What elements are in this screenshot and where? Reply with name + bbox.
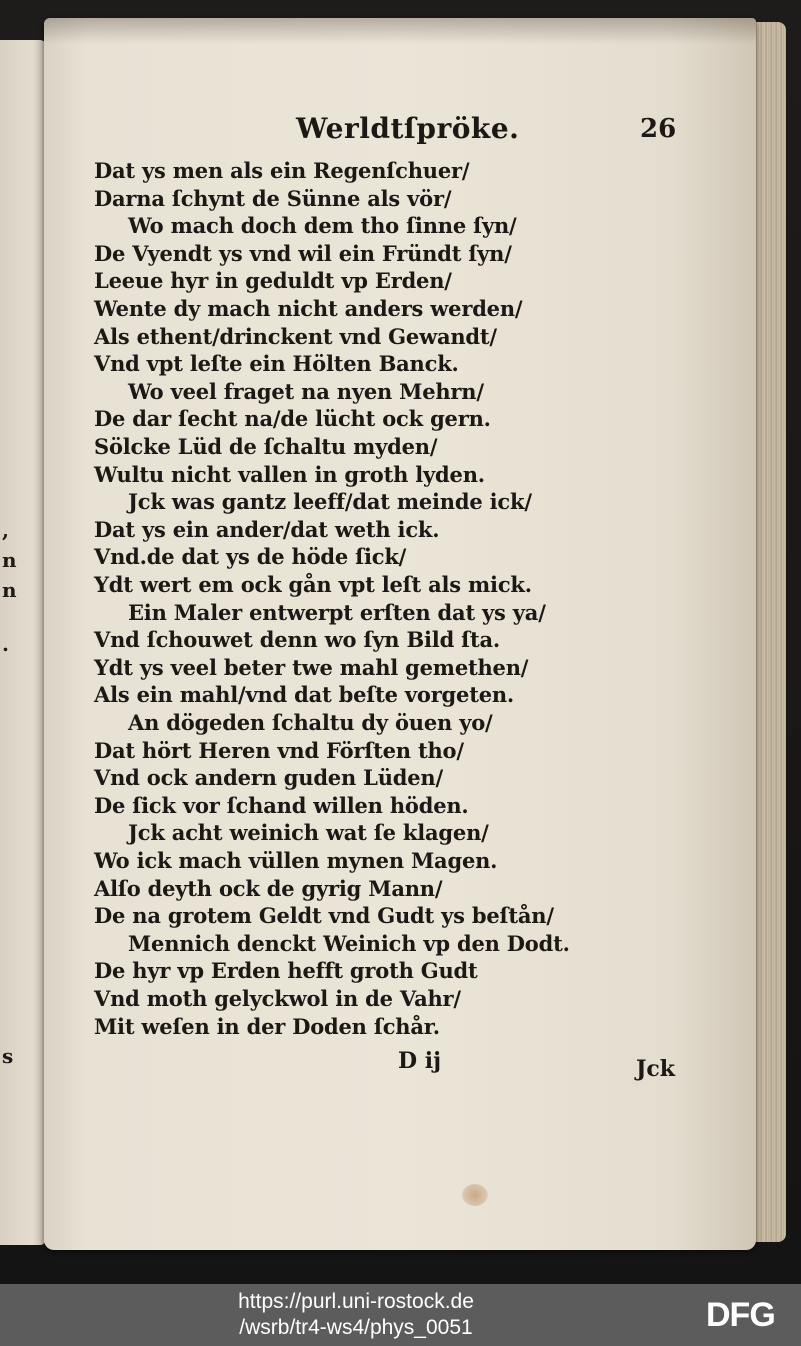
text-line: Wo ick mach vüllen mynen Magen. xyxy=(94,848,498,873)
text-line: Vnd vpt leſte ein Hölten Banck. xyxy=(94,351,459,377)
previous-page-glyph: s xyxy=(2,1044,14,1068)
text-line: Als ethent/drinckent vnd Gewandt/ xyxy=(94,323,497,349)
text-line: Als ein mahl/vnd dat beſte vorgeten. xyxy=(94,682,515,708)
text-line: Dat hört Heren vnd Förſten tho/ xyxy=(94,737,464,763)
dfg-logo: DFG xyxy=(706,1296,775,1334)
catchword: Jck xyxy=(636,1056,676,1082)
text-line: Sölcke Lüd de ſchaltu myden/ xyxy=(94,434,438,459)
page-number: 26 xyxy=(640,114,677,144)
text-line: De ſick vor ſchand willen höden. xyxy=(94,792,469,818)
text-line: Ein Maler entwerpt erſten dat ys ya/ xyxy=(128,599,546,625)
text-line: Vnd ſchouwet denn wo ſyn Bild ſta. xyxy=(94,627,501,653)
text-line: Wo mach doch dem tho ſinne ſyn/ xyxy=(128,213,517,239)
permalink-line-1[interactable]: https://purl.uni-rostock.de xyxy=(238,1290,474,1313)
text-line: De hyr vp Erden hefft groth Gudt xyxy=(94,958,478,984)
text-line: An dögeden ſchaltu dy öuen yo/ xyxy=(128,710,493,735)
text-line: Dat ys men als ein Regenſchuer/ xyxy=(94,158,470,183)
text-line: Vnd.de dat ys de höde ſick/ xyxy=(94,544,407,570)
text-line: Wente dy mach nicht anders werden/ xyxy=(94,296,523,321)
text-line: Ydt wert em ock gån vpt leſt als mick. xyxy=(94,572,532,597)
text-line: Wo veel fraget na nyen Mehrn/ xyxy=(128,378,484,404)
paper-stain xyxy=(462,1184,488,1206)
previous-page-edge xyxy=(0,40,46,1245)
text-line: De na grotem Geldt vnd Gudt ys beſtån/ xyxy=(94,903,554,929)
text-line: Vnd ock andern guden Lüden/ xyxy=(94,765,443,791)
text-line: Vnd moth gelyckwol in de Vahr/ xyxy=(94,986,461,1011)
signature-mark: D ij xyxy=(398,1048,442,1074)
previous-page-glyph: n xyxy=(2,578,17,602)
text-line: Alſo deyth ock de gyrig Mann/ xyxy=(94,875,443,901)
text-line: Wultu nicht vallen in groth lyden. xyxy=(94,461,485,487)
previous-page-glyph: , xyxy=(2,518,9,542)
previous-page-glyph: . xyxy=(2,632,9,656)
text-line: Mit weſen in der Doden ſchår. xyxy=(94,1013,440,1039)
text-line: Mennich denckt Weinich vp den Dodt. xyxy=(128,930,570,956)
text-line: Darna ſchynt de Sünne als vör/ xyxy=(94,185,452,211)
text-line: Jck acht weinich wat ſe klagen/ xyxy=(128,820,489,846)
previous-page-glyph: n xyxy=(2,548,17,572)
text-line: De dar ſecht na/de lücht ock gern. xyxy=(94,406,491,432)
footer-bar xyxy=(0,1284,801,1346)
text-line: Leeue hyr in geduldt vp Erden/ xyxy=(94,268,452,294)
text-line: Jck was gantz leeff/dat meinde ick/ xyxy=(128,489,532,515)
running-head: Werldtſpröke. xyxy=(296,112,520,145)
text-line: Ydt ys veel beter twe mahl gemethen/ xyxy=(94,654,529,680)
permalink-line-2[interactable]: /wsrb/tr4-ws4/phys_0051 xyxy=(239,1316,473,1339)
text-line: De Vyendt ys vnd wil ein Fründt ſyn/ xyxy=(94,240,512,266)
text-line: Dat ys ein ander/dat weth ick. xyxy=(94,516,440,542)
page-top-shadow xyxy=(44,18,756,44)
